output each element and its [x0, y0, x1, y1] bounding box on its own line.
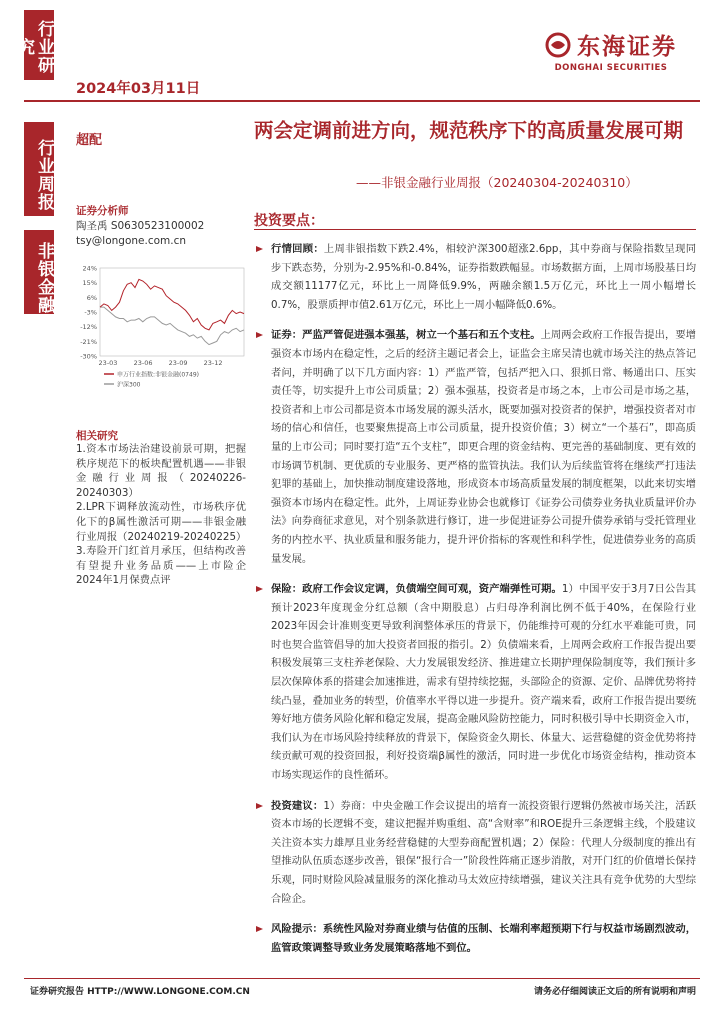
series-line — [100, 279, 244, 330]
side-tab-industry-research: 行业研究 — [24, 10, 54, 80]
bullet-arrow-icon — [256, 246, 263, 253]
footer-left[interactable]: 证券研究报告 HTTP://WWW.LONGONE.COM.CN — [30, 987, 250, 997]
y-tick-label: -30% — [80, 352, 97, 361]
chart-frame — [100, 268, 244, 356]
bullet-arrow-icon — [256, 586, 263, 593]
bullet-label: 证券：严监严管促进强本强基，树立一个基石和五个支柱。 — [271, 329, 541, 342]
key-point-risk-warning — [254, 920, 696, 957]
analyst-heading: 证券分析师 — [76, 205, 129, 217]
logo-cn-text: 东海证券 — [577, 34, 677, 60]
related-research-list — [76, 442, 246, 588]
footer-right: 请务必仔细阅读正文后的所有说明和声明 — [533, 987, 696, 997]
y-tick-label: 15% — [82, 279, 97, 288]
legend-label: 申万行业指数:非银金融(0749) — [117, 371, 199, 379]
bullet-text: 上周非银指数下跌2.4%，相较沪深300超涨2.6pp，其中券商与保险指数呈现同步下跌态势，分别为-2.95%和-0.84%，证券指数跌幅显。市场数据方面，上周市场股基日均成交额11177亿元，环比上一周降低9.9%，两融余额1.5万亿元，环比上一周小幅增长0.7%，股票质押市值2.61万亿元，环比上一周小幅降低0.6%。 — [271, 243, 696, 311]
key-point-investment-advice — [254, 797, 696, 909]
key-point-market-review — [254, 240, 696, 314]
bullet-arrow-icon — [256, 926, 263, 933]
logo-mark-icon — [545, 32, 571, 58]
analyst-email[interactable]: tsy@longone.com.cn — [76, 235, 187, 247]
x-tick-label: 23-06 — [133, 359, 153, 367]
rating-label: 超配 — [76, 133, 103, 148]
index-performance-chart — [76, 262, 246, 394]
related-research-item[interactable]: 2.LPR下调释放流动性，市场秩序优化下的β属性激活可期——非银金融行业周报（20240219-20240225） — [76, 501, 247, 543]
bullet-label: 风险提示：系统性风险对券商业绩与估值的压制、长端利率超预期下行与权益市场剧烈波动，监管政策调整导致业务发展策略落地不到位。 — [271, 923, 696, 954]
series-line — [100, 307, 244, 345]
related-research-item[interactable]: 1.资本市场法治建设前景可期，把握秩序规范下的板块配置机遇——非银金融行业周报（20240226-20240303） — [76, 443, 246, 499]
related-research-heading: 相关研究 — [76, 430, 118, 442]
report-date: 2024年03月11日 — [76, 81, 201, 97]
key-points-rule — [254, 229, 696, 230]
y-tick-label: -3% — [84, 308, 97, 317]
analyst-info — [76, 219, 204, 249]
bullet-label: 保险：政府工作会议定调，负债端空间可观，资产端弹性可期。 — [271, 583, 562, 596]
key-points-heading: 投资要点： — [254, 213, 324, 229]
company-logo — [528, 28, 694, 73]
x-tick-label: 23-09 — [168, 359, 188, 367]
bullet-text: 1）中国平安于3月7日公告其预计2023年度现金分红总额（含中期股息）占归母净利润比例不低于40%，在保险行业2023年因会计准则变更导致利润整体承压的背景下，仍能维持可观的分红水平难能可贵，同时也契合监管倡导的加大投资者回报的指引。2）负债端来看，上周两会政府工作报告提出要积极发展第三支柱养老保险、大力发展银发经济、推进建立长期护理保险制度等，我们预计多层次保障体系的搭建会加速推进，需求有望持续挖掘，头部险企的资源、定价、品牌优势将持续凸显，叠加业务的转型，价值率水平得以进一步提升。资产端来看，政府工作报告提出要统筹好地方债务风险化解和稳定发展，提高金融风险防控能力，同时积极引导中长期资金入市，我们认为在市场风险持续释放的背景下，保险资金久期长、体量大、运营稳健的资金优势将持续贡献可观的投资回报，利好投资端β属性的激活，同时进一步优化市场资金结构，推动资本市场实现运作的良性循环。 — [271, 583, 697, 782]
x-tick-label: 23-12 — [203, 359, 223, 367]
y-tick-label: -21% — [80, 337, 97, 346]
side-tab-non-bank-finance: 非银金融 — [24, 230, 54, 314]
header-rule — [24, 100, 700, 102]
analyst-name: 陶圣禹 S0630523100002 — [76, 220, 205, 232]
y-tick-label: -12% — [80, 323, 97, 332]
y-tick-label: 24% — [82, 264, 97, 273]
key-point-insurance — [254, 580, 696, 785]
bullet-arrow-icon — [256, 332, 263, 339]
legend-label: 沪深300 — [117, 381, 141, 389]
side-tab-industry-weekly: 行业周报 — [24, 122, 54, 216]
key-point-securities — [254, 326, 696, 568]
bullet-label: 行情回顾： — [271, 243, 324, 255]
related-research-item[interactable]: 3.寿险开门红首月承压，但结构改善有望提升业务品质——上市险企2024年1月保费点评 — [76, 545, 246, 587]
bullet-arrow-icon — [256, 803, 263, 810]
y-tick-label: 6% — [86, 293, 97, 302]
chart-svg — [76, 262, 246, 394]
bullet-text: 1）券商：中央金融工作会议提出的培育一流投资银行逻辑仍然被市场关注，活跃资本市场的长逻辑不变，建议把握并购重组、高“含财率”和ROE提升三条逻辑主线，个股建议关注资本实力雄厚且业务经营稳健的大型券商配置机遇；2）保险：代理人分级制度的推出有望推动队伍质态逐步改善，银保“报行合一”阶段性阵痛正逐步消散，对开门红的价值增长保持乐观，同时财险风险减量服务的深化推动马太效应持续增强，建议关注具有竞争优势的大型综合险企。 — [271, 799, 696, 905]
x-tick-label: 23-03 — [98, 359, 118, 367]
key-points-list — [254, 240, 696, 969]
report-subtitle: ——非银金融行业周报（20240304-20240310） — [356, 175, 638, 190]
bullet-text: 上周两会政府工作报告提出，要增强资本市场内在稳定性，之后的经济主题记者会上，证监会主席吴清也就市场关注的热点答记者问，并明确了以下几方面内容：1）严监严管，包括严把入口、狠抓日常、畅通出口、压实责任等，切实提升上市公司质量；2）强本强基，投资者是市场之本，上市公司是市场之基，投资者和上市公司都是资本市场发展的源头活水，既要加强对投资者的保护，增强投资者对市场的信心和信任，也要聚焦提高上市公司质量，提升投资价值；3）树立“一个基石”，即高质量的上市公司；同时要打造“五个支柱”，即更合理的资金结构、更完善的基础制度、更有效的市场调节机制、更优质的专业服务、更严格的监管执法。我们认为后续监管将在继续严打违法犯罪的基础上，加快推动制度建设落地，形成资本市场高质量发展的制度框架，以此来切实增强资本市场内在稳定性。此外，上周证券业协会也就修订《证券公司债券业务执业质量评价办法》向券商征求意见，对个别条款进行修订，进一步促进证券公司提升债券承销与受托管理业务的内控水平、执业质量和服务能力，提升评价指标的客观性和科学性，促进债券业务的高质量发展。 — [271, 329, 697, 565]
bullet-label: 投资建议： — [271, 799, 324, 812]
logo-en-text: DONGHAI SECURITIES — [554, 63, 668, 73]
footer-rule — [24, 978, 700, 979]
report-title: 两会定调前进方向，规范秩序下的高质量发展可期 — [254, 119, 684, 142]
